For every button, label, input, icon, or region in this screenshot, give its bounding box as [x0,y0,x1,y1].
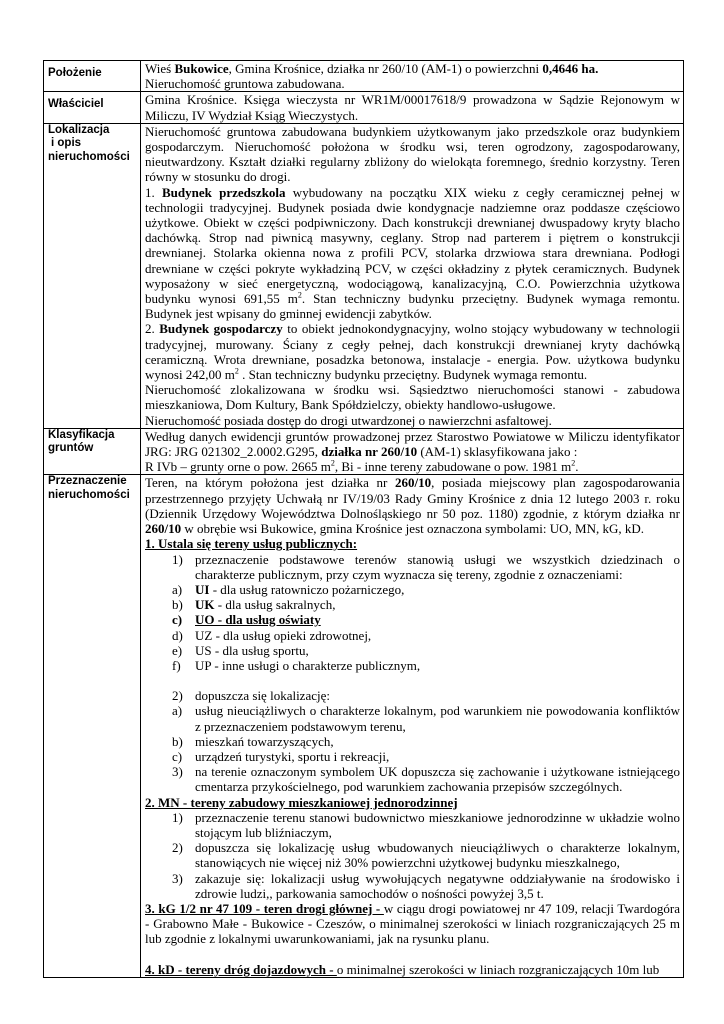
list-marker: 2) [172,688,183,704]
value-lokalizacja [141,123,684,428]
list-item [145,703,680,733]
list-item [145,552,680,582]
list-item [145,734,680,749]
text: (AM-1) sklasyfikowana jako : [417,444,578,460]
list-marker: 1) [172,551,183,567]
section-3-title: 3. kG 1/2 nr 47 109 - teren drogi głównej - [145,900,384,916]
label-line: nieruchomości [48,488,130,501]
text: 1. [145,184,162,200]
symbol: UI [195,581,210,597]
list-text: zakazuje się: lokalizacji usług wywołujących negatywne oddziaływanie na środowisko i zdrowie ludzi,, parkowania samochodów o nośności powyżej 3,5 t. [195,870,680,901]
text: . [575,459,579,475]
list-marker: d) [172,627,183,643]
list-text-highlighted: UO - dla usług oświaty [195,612,321,628]
row-przeznaczenie [44,475,684,977]
list-item [145,749,680,764]
value-klasyfikacja [141,428,684,475]
label-line: Lokalizacja [48,123,110,136]
list-text: dopuszcza się lokalizację: [195,688,330,704]
list-item [145,628,680,643]
section-3-text: w ciągu drogi powiatowej nr 47 109, relacji Twardogóra - Grabowno Małe - Bukowice - Czeszów, o minimalnej szerokości w liniach rozgraniczających 25 m lub zgodnie z lokalnymi uwarunkowaniami, jak na rysunku planu. [145,900,680,947]
superscript: 2 [297,290,302,300]
value-przeznaczenie [141,475,684,977]
property-table [43,60,684,978]
list-marker: 1) [172,809,183,825]
list-text: usług nieuciążliwych o charakterze lokalnym, pod warunkiem nie powodowania konfliktów z przeznaczeniem podstawowym terenu, [195,703,680,734]
label-klasyfikacja [44,428,141,475]
label-wlasciciel: Właściciel [44,92,141,123]
text: , Gmina Krośnice, działka nr 260/10 (AM-1) o powierzchni [228,61,543,76]
list-marker: c) [172,748,183,764]
list-text: przeznaczenie terenu stanowi budownictwo mieszkaniowe jednorodzinne w układzie wolno stojącym lub bliźniaczym, [195,809,680,840]
neighbourhood: Nieruchomość zlokalizowana w środku wsi. Sąsiedztwo nieruchomości stanowi - zabudowa mieszkaniowa, Dom Kultury, Bank Spółdzielczy, obiekty handlowo-usługowe. [145,382,680,413]
list-item [145,840,680,870]
label-line: i opis [51,137,82,150]
list-item [145,658,680,673]
spacer [145,673,680,688]
section-1-title: 1. Ustala się tereny usług publicznych: [145,536,358,552]
spacer [145,947,680,962]
label-line: nieruchomości [48,150,130,163]
road-access: Nieruchomość posiada dostęp do drogi utwardzonej o nawierzchni asfaltowej. [145,412,552,428]
list-marker: 2) [172,840,183,856]
parcel-number: 260/10 [394,475,432,491]
list-text: na terenie oznaczonym symbolem UK dopuszcza się zachowanie i użytkowane istniejącego cmentarza przykościelnego, pod warunkiem zachowania przepisów szczególnych. [195,764,680,795]
section-2-title: 2. MN - tereny zabudowy mieszkaniowej jednorodzinnej [145,794,458,810]
list-item [145,643,680,658]
label-lokalizacja [44,123,141,428]
label-polozenie: Położenie [44,61,141,92]
text: Według danych ewidencji gruntów prowadzonej przez Starostwo Powiatowe w Miliczu identyfikator JRG: JRG 021302_2.0002.G295, [145,428,680,460]
text: , posiada miejscowy plan zagospodarowania przestrzennego przyjęty Uchwałą nr IV/19/03 Rady Gminy Krośnice z dnia 12 lutego 2003 r. roku (Dziennik Urzędowy Województwa Dolnośląskiego nr 50 poz. 1180) zgodnie, z którym działka nr [145,475,680,521]
parcel-number: działka nr 260/10 [321,444,418,460]
row-polozenie [44,61,684,92]
text: 2. [145,321,160,337]
list-marker: a) [172,703,183,719]
property-type: Nieruchomość gruntowa zabudowana. [145,76,345,92]
label-line: Klasyfikacja [48,428,115,441]
superscript: 2 [571,458,576,468]
village-name: Bukowice [174,61,229,76]
text: Wieś [145,61,175,76]
building-1-text: wybudowany na początku XIX wieku z cegły ceramicznej pełnej w technologii tradycyjnej. Budynek posiada dwie kondygnacje nadziemne oraz poddasze częściowo użytkowe. Obiekt w części podpiwniczony. Dach konstrukcji drewnianej dwuspadowy kryty blacho dachówką. Strop nad piwnicą masywny, ceglany. Strop nad parterem i piętrem o konstrukcji drewnianej. Stolarka okienna nowa z profili PCV, stolarka drzwiowa stara drewniana. Podłogi drewniane w części pokryte wykładziną PCV, w części okładziny z płytek ceramicznych. Budynek wyposażony w sieć energetyczną, wodociągową, kanalizacyjną, C.O. Powierzchnia użytkowa budynku wynosi 691,55 m [145,184,680,307]
section-4-title: 4. kD - tereny dróg dojazdowych - [145,961,337,977]
building-1-title: Budynek przedszkola [162,184,286,200]
list-item [145,764,680,794]
list-text: - dla usług sakralnych, [214,597,336,613]
list-marker: a) [172,581,183,597]
list-marker: b) [172,733,183,749]
list-text: mieszkań towarzyszących, [195,733,334,749]
text: R IVb – grunty orne o pow. 2665 m [145,459,331,475]
list-text: UZ - dla usług opieki zdrowotnej, [195,627,372,643]
value-wlasciciel: Gmina Krośnice. Księga wieczysta nr WR1M/00017618/9 prowadzona w Sądzie Rejonowym w Miliczu, IV Wydział Ksiąg Wieczystych. [141,92,684,123]
list-marker: f) [172,657,181,673]
list-item [145,871,680,901]
list-text: przeznaczenie podstawowe terenów stanowią usługi we wszystkich dziedzinach o charakterze publicznym, przy czym wyznacza się tereny, zgodnie z oznaczeniami: [195,551,680,582]
superscript: 2 [330,458,335,468]
building-1-tail: . Stan techniczny budynku przeciętny. Budynek wymaga remontu. Budynek jest wpisany do gminnej ewidencji zabytków. [145,291,681,322]
list-item [145,612,680,627]
list-text: - dla usług ratowniczo pożarniczego, [209,581,405,597]
label-line: gruntów [48,442,94,455]
list-marker: 3) [172,870,183,886]
list-marker: c) [172,612,183,628]
text: Teren, na którym położona jest działka nr [145,475,395,491]
list-item [145,810,680,840]
list-marker: 3) [172,764,183,780]
building-2-title: Budynek gospodarczy [159,321,283,337]
symbol: UK [195,597,215,613]
list-text: dopuszcza się lokalizację usług wbudowanych nieuciążliwych o charakterze lokalnym, stanowiących nie więcej niż 30% powierzchni użytkowej budynku mieszkalnego, [195,840,680,871]
list-marker: b) [172,597,183,613]
description-intro: Nieruchomość gruntowa zabudowana budynkiem użytkowanym jako przedszkole oraz budynkiem gospodarczym. Nieruchomość położona w środku wsi, teren ogrodzony, zagospodarowany, nieutwardzony. Kształt działki regularny zbliżony do wielokąta foremnego, średnio korzystny. Teren równy w stosunku do drogi. [145,123,680,185]
parcel-number: 260/10 [145,521,182,537]
section-4-text: o minimalnej szerokości w liniach rozgraniczających 10m lub [336,961,660,977]
list-text: US - dla usług sportu, [195,642,309,658]
text: w obrębie wsi Bukowice, gmina Krośnice jest oznaczona symbolami: UO, MN, kG, kD. [181,521,644,537]
area-value: 0,4646 ha. [542,61,599,76]
list-text: urządzeń turystyki, sportu i rekreacji, [195,748,390,764]
building-2-text: to obiekt jednokondygnacyjny, wolno stojący wybudowany w technologii tradycyjnej, murowany. Ściany z cegły pełnej, dach konstrukcji drewnianej kryty dachówką ceramiczną. Wrota drewniane, posadzka betonowa, instalacje - energia. Pow. użytkowa budynku wynosi 242,00 m [145,321,680,383]
row-klasyfikacja [44,428,684,475]
list-item [145,688,680,703]
list-marker: e) [172,642,183,658]
value-polozenie [141,61,684,92]
list-item [145,597,680,612]
list-item [145,582,680,597]
list-text: UP - inne usługi o charakterze publicznym, [195,657,421,673]
text: , Bi - inne tereny zabudowane o pow. 1981 m [334,459,572,475]
row-wlasciciel [44,92,684,123]
superscript: 2 [234,366,239,376]
label-przeznaczenie [44,475,141,977]
label-line: Przeznaczenie [48,475,127,488]
building-2-tail: . Stan techniczny budynku przeciętny. Budynek wymaga remontu. [238,367,588,383]
row-lokalizacja [44,123,684,428]
